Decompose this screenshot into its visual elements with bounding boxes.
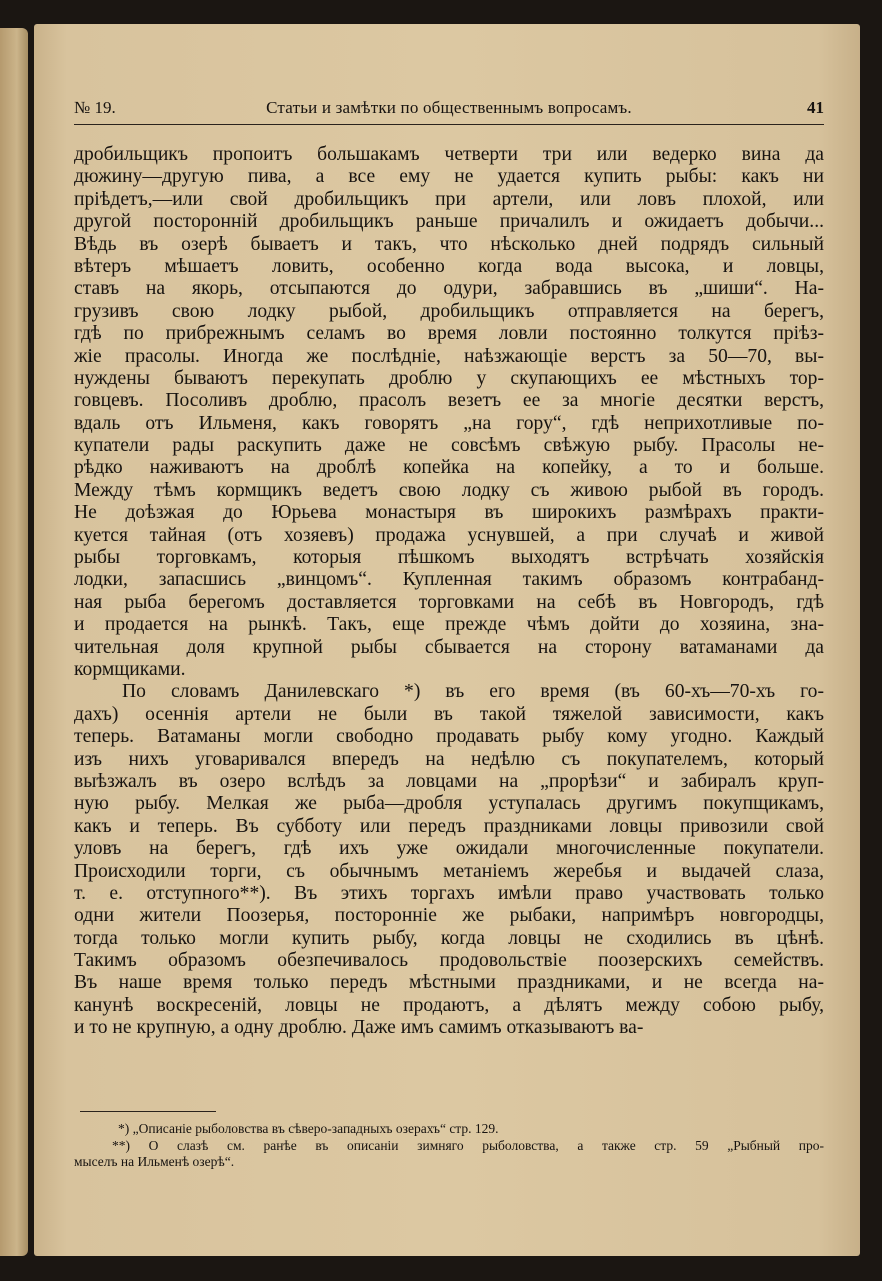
text-line: другой посторонній дробильщикъ раньше причалилъ и ожидаетъ добычи... — [74, 211, 824, 233]
text-line: грузивъ свою лодку рыбой, дробильщикъ отправляется на берегъ, — [74, 300, 824, 322]
text-line: вѣтеръ мѣшаетъ ловить, особенно когда вода высока, и ловцы, — [74, 255, 824, 277]
text-line: и продается на рынкѣ. Такъ, еще прежде чѣмъ дойти до хозяина, зна- — [74, 614, 824, 636]
text-line: купатели рады раскупить даже не совсѣмъ свѣжую рыбу. Прасолы не- — [74, 435, 824, 457]
footnote-line: *) „Описаніе рыболовства въ сѣверо-западныхъ озерахъ“ стр. 129. — [118, 1121, 499, 1136]
text-line: изъ нихъ уговаривался впередъ на недѣлю съ покупателемъ, который — [74, 748, 824, 770]
text-line: пріѣдетъ,—или свой дробильщикъ при артели, или ловъ плохой, или — [74, 188, 824, 210]
text-line: жіе прасолы. Иногда же послѣдніе, наѣзжающіе верстъ за 50—70, вы- — [74, 345, 824, 367]
text-line: Такимъ образомъ обезпечивалось продовольствіе поозерскихъ семействъ. — [74, 950, 824, 972]
text-line: куется тайная (отъ хозяевъ) продажа уснувшей, а при случаѣ и живой — [74, 524, 824, 546]
text-line: гдѣ по прибрежнымъ селамъ во время ловли постоянно толкутся пріѣз- — [74, 323, 824, 345]
text-line: ную рыбу. Мелкая же рыба—дробля уступалась другимъ покупщикамъ, — [74, 793, 824, 815]
text-line: одни жители Поозерья, посторонніе же рыбаки, напримѣръ новгородцы, — [74, 905, 824, 927]
page-number: 41 — [807, 98, 824, 117]
text-line: говцевъ. Посоливъ дроблю, прасолъ везетъ ее за многіе десятки верстъ, — [74, 390, 824, 412]
footnote-divider — [80, 1111, 216, 1112]
text-line: ная рыба берегомъ доставляется торговками на себѣ въ Новгородъ, гдѣ — [74, 591, 824, 613]
footnote-line: мыселъ на Ильменѣ озерѣ“. — [74, 1154, 235, 1169]
text-line: и то не крупную, а одну дроблю. Даже имъ самимъ отказываютъ ва- — [74, 1017, 644, 1039]
text-line: Вѣдь въ озерѣ бываетъ и такъ, что нѣсколько дней подрядъ сильный — [74, 233, 824, 255]
text-line: нуждены бываютъ перекупать дроблю у скупающихъ ее мѣстныхъ тор- — [74, 367, 824, 389]
text-line: тогда только могли купить рыбу, когда ловцы не сходились въ цѣнѣ. — [74, 927, 824, 949]
issue-number: № 19. — [74, 98, 116, 117]
text-line: канунѣ воскресеній, ловцы не продаютъ, а дѣлятъ между собою рыбу, — [74, 994, 824, 1016]
text-line: По словамъ Данилевскаго *) въ его время (въ 60-хъ—70-хъ го- — [122, 681, 824, 703]
text-line: теперь. Ватаманы могли свободно продавать рыбу кому угодно. Каждый — [74, 726, 824, 748]
text-line: лодки, запасшись „винцомъ“. Купленная такимъ образомъ контрабанд- — [74, 569, 824, 591]
text-line: т. е. отступного**). Въ этихъ торгахъ имѣли право участвовать только — [74, 882, 824, 904]
previous-page-edge — [0, 28, 28, 1256]
footnotes — [74, 1121, 824, 1171]
book-page — [34, 24, 860, 1256]
text-line: дюжину—другую пива, а все ему не удается купить рыбы: какъ ни — [74, 166, 824, 188]
text-line: уловъ на берегъ, гдѣ ихъ уже ожидали многочисленные покупатели. — [74, 838, 824, 860]
article-body — [74, 144, 824, 1040]
text-line: Происходили торги, съ обычнымъ метаніемъ жеребья и выдачей слаза, — [74, 860, 824, 882]
running-title: Статьи и замѣтки по общественнымъ вопросамъ. — [266, 98, 632, 117]
text-line: дахъ) осеннія артели не были въ такой тяжелой зависимости, какъ — [74, 703, 824, 725]
text-line: Не доѣзжая до Юрьева монастыря въ широкихъ размѣрахъ практи- — [74, 502, 824, 524]
footnote-line: **) О слазѣ см. ранѣе въ описаніи зимняго рыболовства, а также стр. 59 „Рыбный про- — [112, 1137, 824, 1153]
text-line: ставъ на якорь, отсыпаются до одури, забравшись въ „шиши“. На- — [74, 278, 824, 300]
text-line: кормщиками. — [74, 658, 186, 680]
text-line: Въ наше время только передъ мѣстными праздниками, и не всегда на- — [74, 972, 824, 994]
running-header — [74, 98, 824, 125]
text-line: какъ и теперь. Въ субботу или передъ праздниками ловцы привозили свой — [74, 815, 824, 837]
text-line: рѣдко наживаютъ на дроблѣ копейка на копейку, а то и больше. — [74, 457, 824, 479]
text-line: вдаль отъ Ильменя, какъ говорятъ „на гору“, гдѣ неприхотливые по- — [74, 412, 824, 434]
text-line: чительная доля крупной рыбы сбывается на сторону ватаманами да — [74, 636, 824, 658]
text-line: Между тѣмъ кормщикъ ведетъ свою лодку съ живою рыбой въ городъ. — [74, 479, 824, 501]
text-line: дробильщикъ пропоитъ большакамъ четверти три или ведерко вина да — [74, 144, 824, 165]
text-line: выѣзжалъ въ озеро вслѣдъ за ловцами на „прорѣзи“ и забиралъ круп- — [74, 770, 824, 792]
text-line: рыбы торговкамъ, которыя пѣшкомъ выходятъ встрѣчать хозяйскія — [74, 547, 824, 569]
